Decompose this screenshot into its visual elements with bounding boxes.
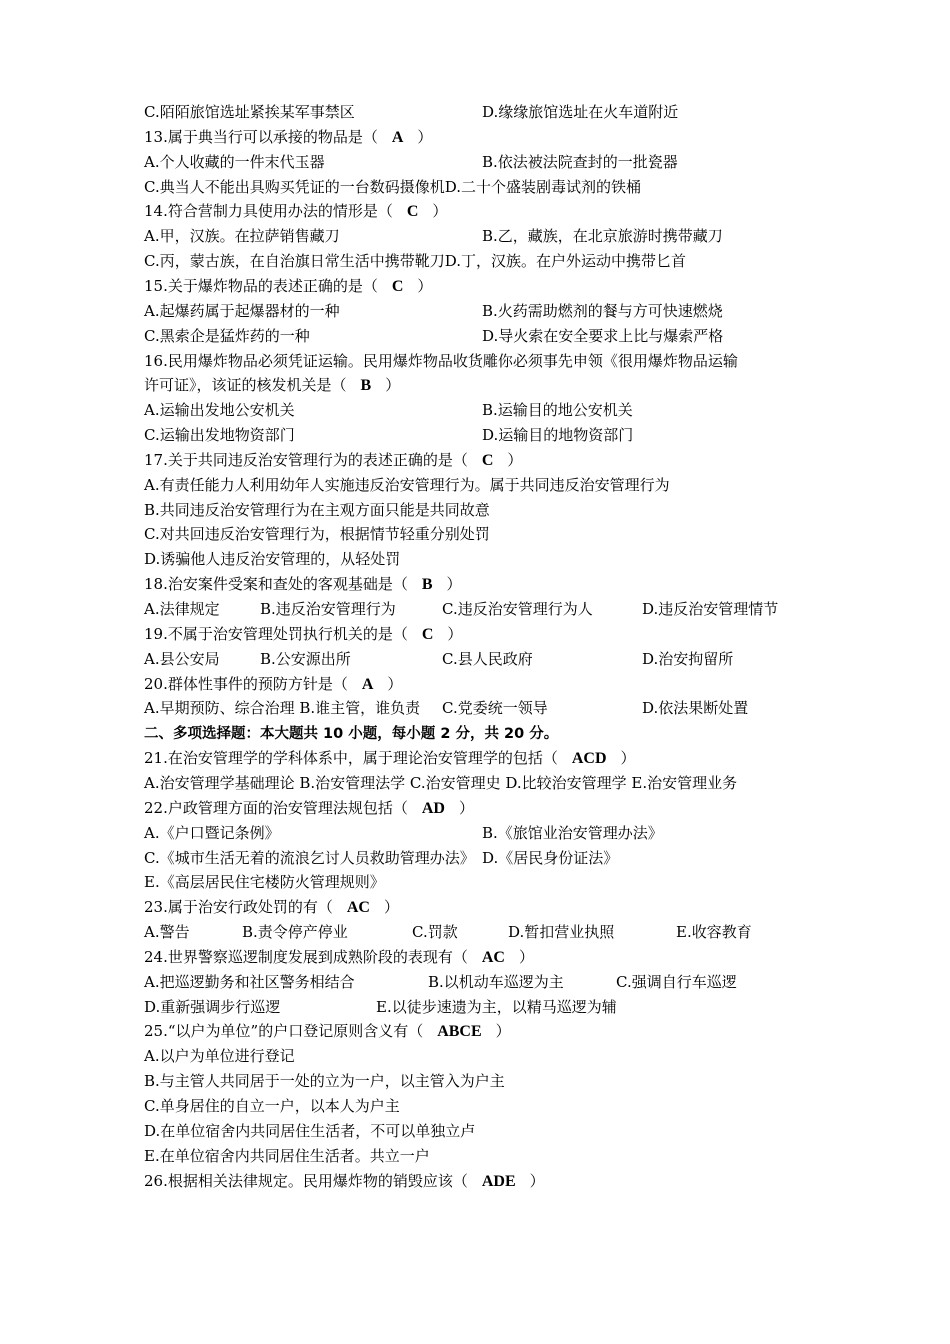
option-item: B.责令停产停业 — [242, 923, 348, 942]
option-left: A.甲，汉族。在拉萨销售藏刀 — [144, 227, 340, 246]
line-text: D.在单位宿舍内共同居住生活者，不可以单独立卢 — [144, 1121, 476, 1140]
option-left: C.《城市生活无着的流浪乞讨人员救助管理办法》 — [144, 848, 475, 867]
closing-paren: ） — [417, 276, 433, 295]
question-stem: 14.符合营制力具使用办法的情形是（ — [144, 202, 393, 221]
option-item: A.早期预防、综合治理 B.谁主管，谁负责 — [144, 699, 421, 718]
question-stem: 17.关于共同违反治安管理行为的表述正确的是（ — [144, 450, 468, 469]
question-stem: 13.属于典当行可以承接的物品是（ — [144, 127, 378, 146]
option-right: D.缘缘旅馆选址在火车道附近 — [482, 103, 679, 121]
closing-paren: ） — [620, 749, 636, 768]
question-stem: 15.关于爆炸物品的表述正确的是（ — [144, 276, 378, 295]
option-right: B.运输目的地公安机关 — [482, 401, 633, 420]
option-right: D.运输目的地物资部门 — [482, 426, 634, 445]
question-stem: 许可证》，该证的核发机关是（ — [144, 376, 347, 395]
option-item: B.公安源出所 — [260, 649, 351, 668]
option-item: D.依法果断处置 — [642, 699, 749, 718]
option-item: E.收容教育 — [676, 923, 752, 942]
answer-key: AD — [421, 799, 445, 817]
text-line — [144, 224, 844, 249]
answer-key: AC — [481, 948, 505, 966]
answer-key: B — [360, 377, 372, 395]
option-right: B.乙，藏族，在北京旅游时携带藏刀 — [482, 227, 723, 246]
option-item: B.违反治安管理行为 — [260, 600, 396, 618]
closing-paren: ） — [495, 1022, 511, 1041]
text-line — [144, 1044, 844, 1069]
line-text: A.治安管理学基础理论 B.治安管理法学 C.治安管理史 D.比较治安管理学 E.治安管理业务 — [144, 773, 738, 792]
option-right: B.火药需助燃剂的餐与方可快速燃烧 — [482, 301, 723, 320]
option-item: C.罚款 — [412, 923, 458, 942]
closing-paren: ） — [458, 798, 474, 817]
question-stem: 24.世界警察巡逻制度发展到成熟阶段的表现有（ — [144, 947, 468, 966]
text-line — [144, 473, 844, 498]
text-line — [144, 125, 844, 150]
line-text: C.丙，蒙古族，在自治旗日常生活中携带靴刀D.丁，汉族。在户外运动中携带匕首 — [144, 252, 686, 271]
text-line — [144, 622, 844, 647]
text-line — [144, 647, 844, 672]
text-line — [144, 100, 844, 125]
text-line — [144, 199, 844, 224]
text-line — [144, 150, 844, 175]
text-line — [144, 1069, 844, 1094]
closing-paren: ） — [446, 575, 462, 594]
answer-key: ACD — [571, 750, 607, 768]
text-line — [144, 746, 844, 771]
text-line — [144, 1094, 844, 1119]
question-stem: 19.不属于治安管理处罚执行机关的是（ — [144, 624, 408, 643]
option-left: A.起爆药属于起爆器材的一种 — [144, 301, 340, 320]
text-line — [144, 249, 844, 274]
line-text: E.《高层居民住宅楼防火管理规则》 — [144, 873, 385, 892]
text-line — [144, 1169, 844, 1194]
option-item: D.重新强调步行巡逻 — [144, 997, 281, 1016]
text-line — [144, 448, 844, 473]
option-right: D.导火索在安全要求上比与爆索严格 — [482, 326, 724, 345]
option-right: B.《旅馆业治安管理办法》 — [482, 823, 663, 842]
option-item: A.警告 — [144, 923, 190, 942]
answer-key: A — [391, 128, 404, 146]
question-stem: 25.“以户为单位”的户口登记原则含义有（ — [144, 1022, 424, 1041]
option-left: C.陌陌旅馆选址紧挨某军事禁区 — [144, 103, 355, 121]
option-item: D.违反治安管理情节 — [642, 600, 779, 618]
option-left: A.运输出发地公安机关 — [144, 401, 295, 420]
text-line — [144, 572, 844, 597]
text-line — [144, 547, 844, 572]
text-line — [144, 821, 844, 846]
closing-paren: ） — [529, 1171, 545, 1190]
line-text: A.有责任能力人利用幼年人实施违反治安管理行为。属于共同违反治安管理行为 — [144, 475, 670, 494]
option-item: A.县公安局 — [144, 649, 220, 668]
text-line — [144, 597, 844, 622]
answer-key: ABCE — [437, 1023, 482, 1041]
answer-key: AC — [346, 899, 370, 917]
line-text: B.与主管人共同居于一处的立为一户，以主管入为户主 — [144, 1072, 505, 1091]
text-line — [144, 398, 844, 423]
text-line — [144, 522, 844, 547]
line-text: C.对共回违反治安管理行为，根据情节轻重分别处罚 — [144, 525, 490, 544]
question-stem: 21.在治安管理学的学科体系中，属于理论治安管理学的包括（ — [144, 749, 558, 768]
line-text: C.单身居住的自立一户，以本人为户主 — [144, 1097, 400, 1115]
text-line — [144, 175, 844, 200]
text-line — [144, 423, 844, 448]
option-item: C.强调自行车巡逻 — [616, 972, 737, 991]
option-item: D.治安拘留所 — [642, 649, 734, 668]
option-item: C.违反治安管理行为人 — [442, 600, 593, 618]
text-line — [144, 870, 844, 895]
line-text: A.以户为单位进行登记 — [144, 1047, 295, 1066]
closing-paren: ） — [417, 127, 433, 146]
closing-paren: ） — [432, 202, 448, 221]
answer-key: C — [481, 451, 494, 469]
text-line — [144, 970, 844, 995]
text-line — [144, 995, 844, 1020]
question-stem: 18.治安案件受案和查处的客观基础是（ — [144, 575, 408, 594]
closing-paren: ） — [385, 376, 401, 395]
text-line — [144, 721, 844, 746]
answer-key: C — [421, 625, 434, 643]
closing-paren: ） — [387, 674, 403, 693]
line-text: D.诱骗他人违反治安管理的，从轻处罚 — [144, 550, 401, 569]
line-text: 16.民用爆炸物品必须凭证运输。民用爆炸物品收货雕你必须事先申领《很用爆炸物品运输 — [144, 351, 738, 370]
text-line — [144, 299, 844, 324]
text-line — [144, 696, 844, 721]
answer-key: C — [391, 277, 404, 295]
text-line — [144, 1119, 844, 1144]
option-item: A.法律规定 — [144, 600, 220, 618]
option-item: A.把巡逻勤务和社区警务相结合 — [144, 972, 355, 991]
option-item: E.以徒步速遗为主，以精马巡逻为辅 — [376, 997, 617, 1016]
section-heading: 二、多项选择题：本大题共 10 小题，每小题 2 分，共 20 分。 — [144, 726, 559, 743]
answer-key: A — [361, 675, 374, 693]
option-item: C.县人民政府 — [442, 649, 533, 668]
option-left: A.个人收藏的一件末代玉器 — [144, 152, 325, 171]
option-item: C.党委统一领导 — [442, 699, 548, 718]
line-text: B.共同违反治安管理行为在主观方面只能是共同故意 — [144, 500, 490, 519]
text-line — [144, 349, 844, 374]
closing-paren: ） — [383, 898, 399, 917]
text-line — [144, 846, 844, 871]
option-right: B.依法被法院查封的一批瓷器 — [482, 152, 678, 171]
text-line — [144, 920, 844, 945]
text-line — [144, 324, 844, 349]
option-item: D.暂扣营业执照 — [508, 923, 615, 942]
question-stem: 23.属于治安行政处罚的有（ — [144, 898, 333, 917]
text-line — [144, 796, 844, 821]
text-line — [144, 1144, 844, 1169]
text-line — [144, 672, 844, 697]
text-line — [144, 274, 844, 299]
closing-paren: ） — [518, 947, 534, 966]
answer-key: ADE — [481, 1172, 516, 1190]
line-text: C.典当人不能出具购买凭证的一台数码摄像机D.二十个盛装剧毒试剂的铁桶 — [144, 177, 641, 196]
answer-key: B — [421, 576, 433, 594]
option-item: B.以机动车巡逻为主 — [428, 972, 564, 991]
option-right: D.《居民身份证法》 — [482, 848, 619, 867]
closing-paren: ） — [447, 624, 463, 643]
question-stem: 22.户政管理方面的治安管理法规包括（ — [144, 798, 408, 817]
closing-paren: ） — [507, 450, 523, 469]
answer-key: C — [406, 203, 419, 221]
text-line — [144, 771, 844, 796]
text-line — [144, 373, 844, 398]
question-stem: 20.群体性事件的预防方针是（ — [144, 674, 348, 693]
text-line — [144, 1019, 844, 1044]
text-line — [144, 895, 844, 920]
option-left: C.黑索企是猛炸药的一种 — [144, 326, 310, 345]
text-line — [144, 498, 844, 523]
option-left: C.运输出发地物资部门 — [144, 426, 295, 445]
question-stem: 26.根据相关法律规定。民用爆炸物的销毁应该（ — [144, 1171, 468, 1190]
text-line — [144, 945, 844, 970]
line-text: E.在单位宿舍内共同居住生活者。共立一户 — [144, 1146, 430, 1165]
option-left: A.《户口暨记条例》 — [144, 823, 280, 842]
